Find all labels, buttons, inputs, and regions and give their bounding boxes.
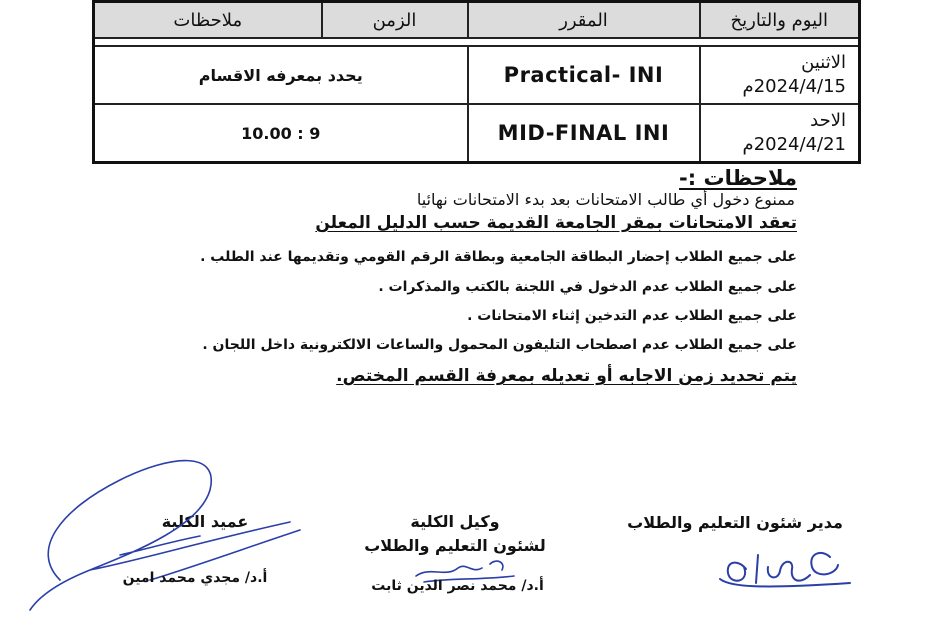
notes-exam-location: تعقد الامتحانات بمقر الجامعة القديمة حسب الدليل المعلن bbox=[315, 213, 797, 233]
row-day-date bbox=[700, 46, 860, 104]
notes-entry-ban: ممنوع دخول أي طالب الامتحانات بعد بدء الامتحانات نهائيا bbox=[416, 190, 795, 209]
exam-schedule-table bbox=[92, 0, 861, 164]
header-notes: ملاحظات bbox=[94, 2, 322, 39]
row-date: 2024/4/15م bbox=[742, 76, 846, 97]
row-day-date bbox=[700, 104, 860, 163]
header-day-date: اليوم والتاريخ bbox=[700, 2, 860, 39]
rule-item: على جميع الطلاب إحضار البطاقة الجامعية وبطاقة الرقم القومي وتقديمها عند الطلب . bbox=[200, 249, 797, 265]
student-affairs-director-title: مدير شئون التعليم والطلاب bbox=[627, 513, 843, 532]
row-day: الاحد bbox=[810, 110, 846, 131]
row-note: يحدد بمعرفه الاقسام bbox=[94, 46, 468, 104]
row-day: الاثنين bbox=[801, 52, 846, 73]
notes-final-remark: يتم تحديد زمن الاجابه أو تعديله بمعرفة القسم المختص. bbox=[336, 366, 797, 386]
header-time: الزمن bbox=[322, 2, 468, 39]
rule-item: على جميع الطلاب عدم التدخين إثناء الامتحانات . bbox=[467, 308, 797, 324]
notes-heading: ملاحظات :- bbox=[679, 166, 797, 190]
handwritten-signature-director bbox=[710, 545, 860, 595]
table-row bbox=[94, 46, 860, 104]
handwritten-signature-dean bbox=[0, 430, 310, 620]
row-date: 2024/4/21م bbox=[742, 134, 846, 155]
dean-name: أ.د/ مجدي محمد امين bbox=[122, 570, 268, 586]
row-note: 10.00 : 9 bbox=[94, 104, 468, 163]
vice-dean-subtitle: لشئون التعليم والطلاب bbox=[364, 536, 546, 555]
rule-item: على جميع الطلاب عدم اصطحاب التليفون المحمول والساعات الالكترونية داخل اللجان . bbox=[202, 337, 797, 353]
dean-title: عميد الكلية bbox=[161, 512, 249, 531]
vice-dean-name: أ.د/ محمد نصر الدين ثابت bbox=[371, 578, 544, 594]
rule-item: على جميع الطلاب عدم الدخول في اللجنة بالكتب والمذكرات . bbox=[378, 279, 797, 295]
table-row bbox=[94, 104, 860, 163]
header-course: المقرر bbox=[468, 2, 700, 39]
vice-dean-title: وكيل الكلية bbox=[410, 512, 500, 531]
row-course: Practical- INI bbox=[468, 46, 700, 104]
table-header-row bbox=[94, 2, 860, 39]
row-course: MID-FINAL INI bbox=[468, 104, 700, 163]
